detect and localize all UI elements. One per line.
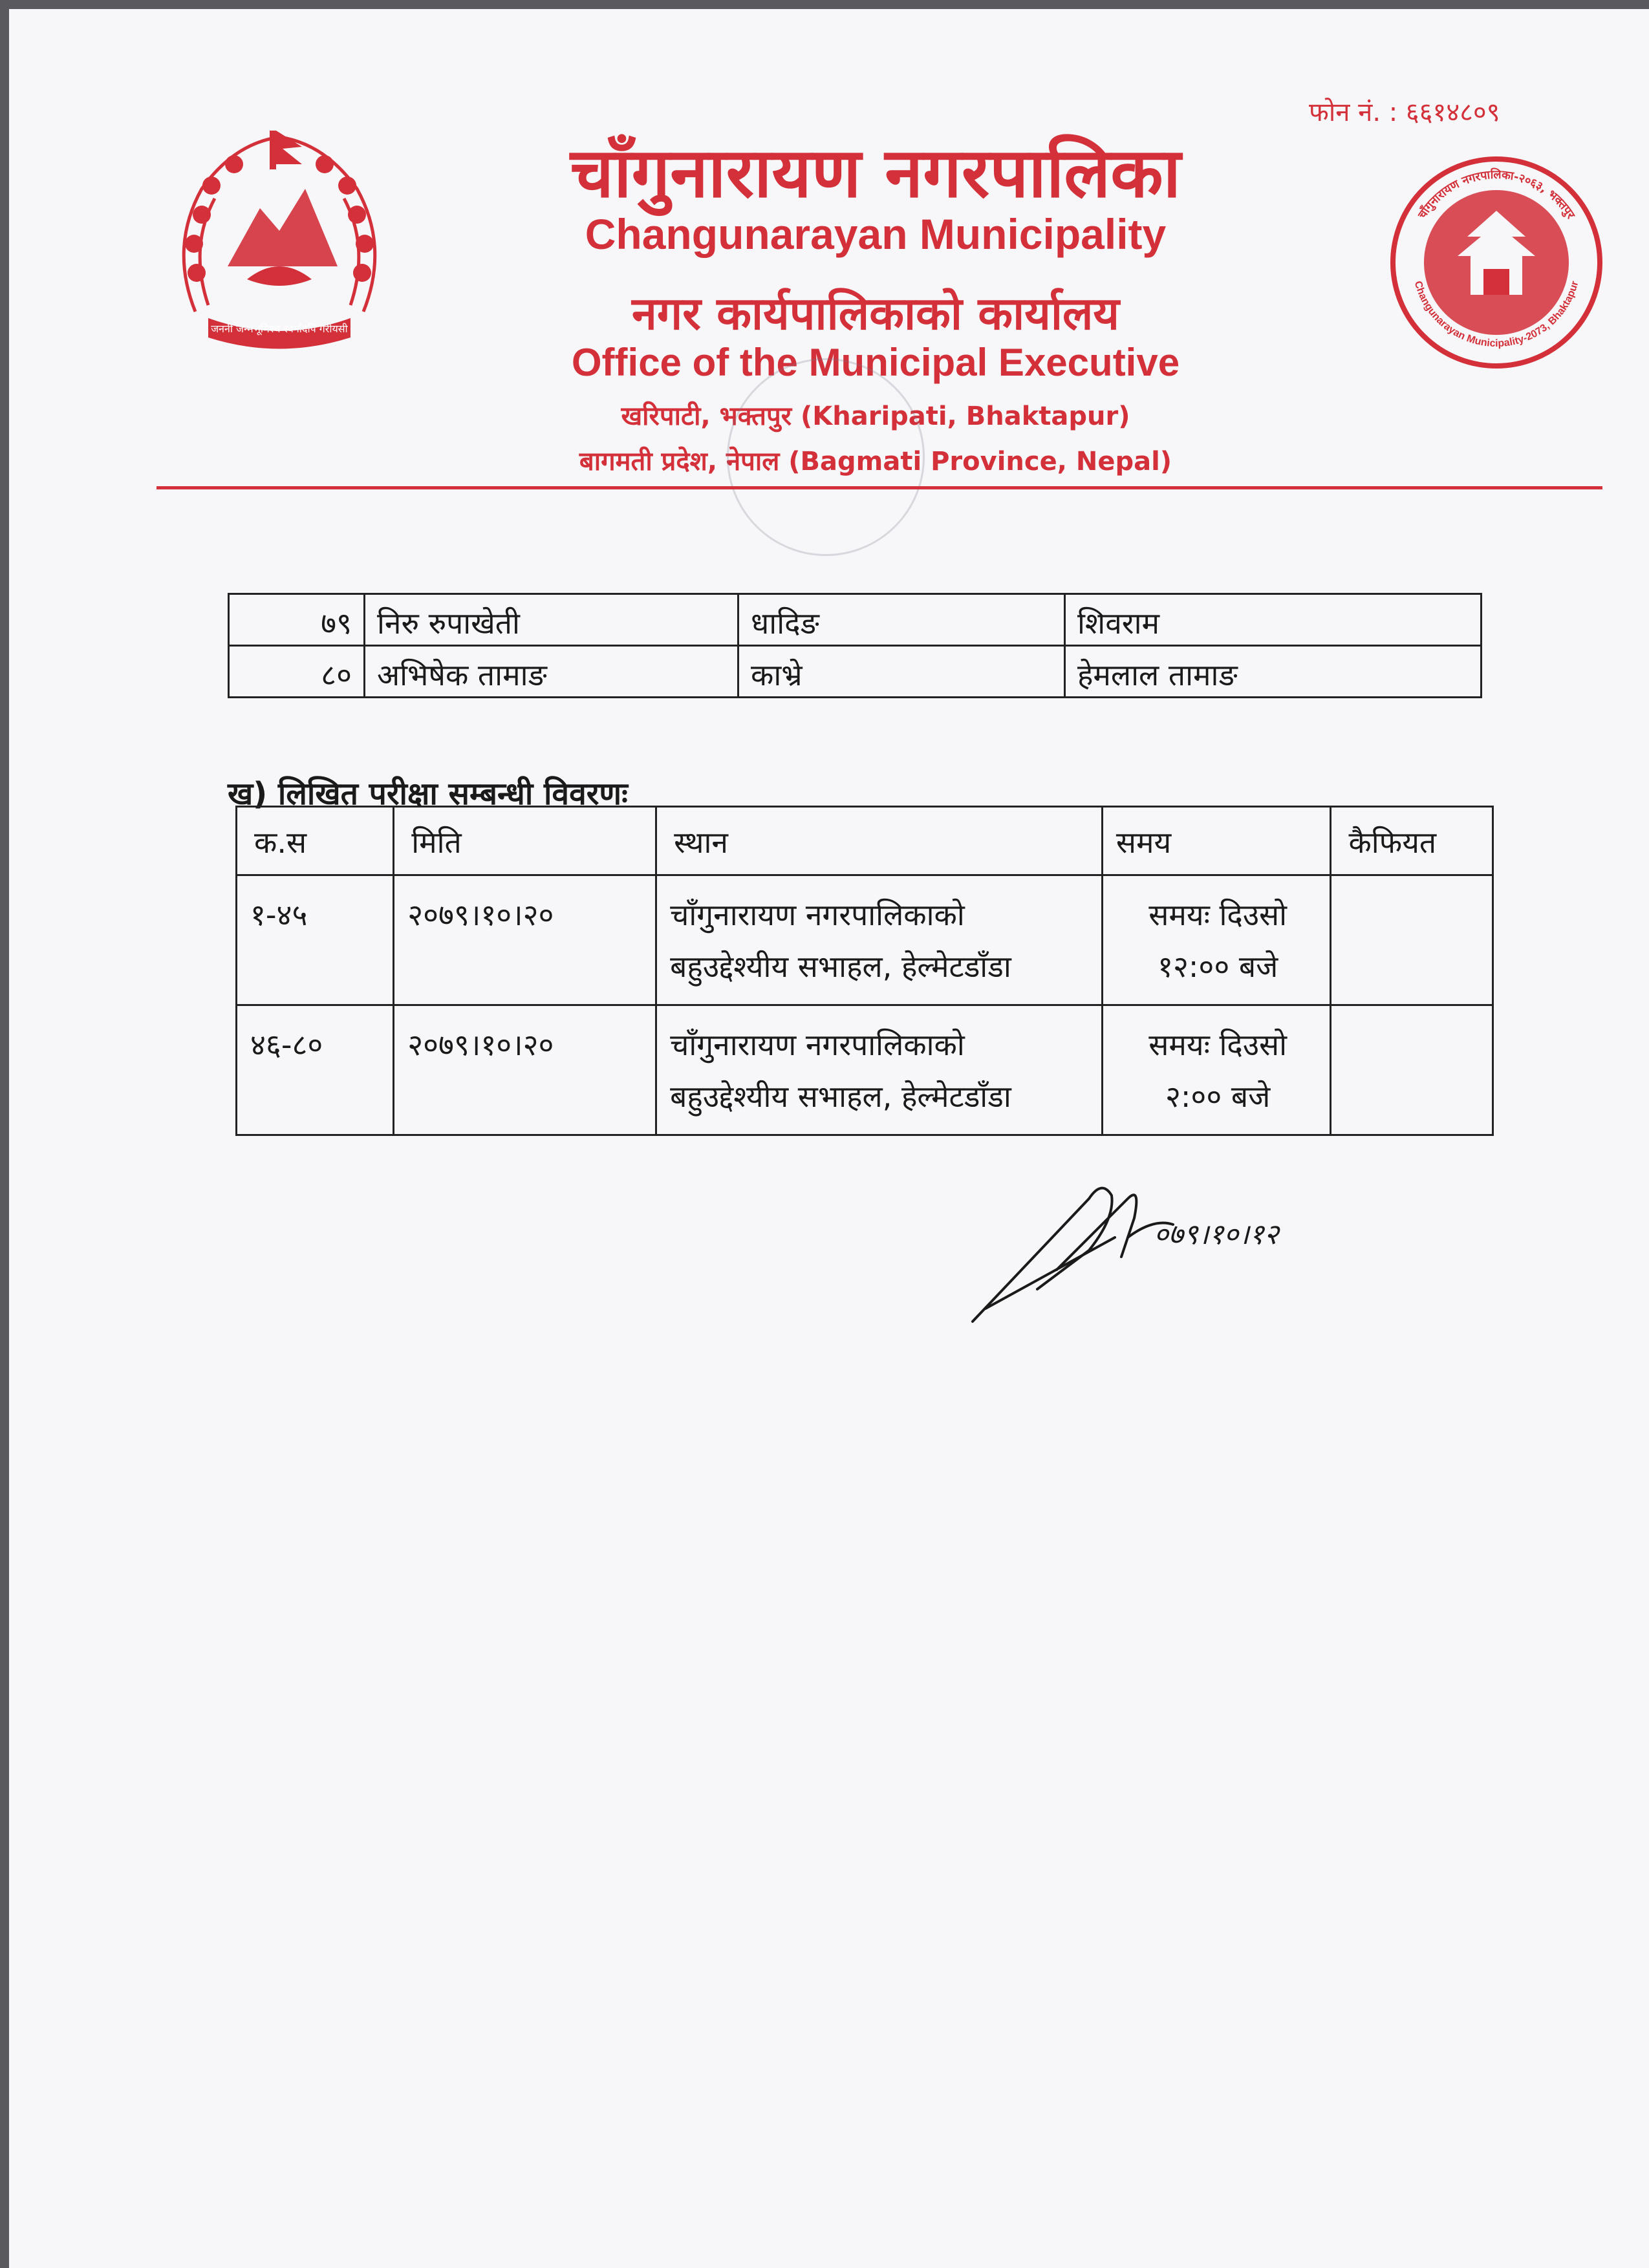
serial-range: ४६-८० — [237, 1005, 394, 1135]
exam-table — [235, 806, 1494, 1136]
header-time: समय — [1102, 807, 1331, 875]
candidate-name: निरु रुपाखेती — [365, 594, 738, 646]
address-line-1: खरिपाटी, भक्तपुर (Kharipati, Bhaktapur) — [621, 401, 1130, 431]
signature-date: ०७९।१०।१२ — [1154, 1218, 1279, 1251]
municipality-seal-icon — [1386, 153, 1606, 372]
venue-line-1: चाँगुनारायण नगरपालिकाको — [670, 1027, 965, 1062]
phone-number: फोन नं. : ६६१४८०९ — [1309, 98, 1500, 127]
exam-section-title: ख) लिखित परीक्षा सम्बन्धी विवरणः — [228, 776, 628, 812]
exam-remarks — [1331, 1005, 1493, 1135]
exam-venue — [656, 1005, 1103, 1135]
faint-stamp — [727, 358, 925, 556]
municipality-title-np: चाँगुनारायण नगरपालिका — [570, 133, 1181, 213]
time-line-2: २:०० बजे — [1165, 1079, 1271, 1114]
candidate-guardian: हेमलाल तामाङ — [1065, 646, 1482, 698]
municipality-title-en: Changunarayan Municipality — [585, 210, 1167, 258]
header-date: मिति — [394, 807, 656, 875]
header-serial: क.स — [237, 807, 394, 875]
address-line-2: बागमती प्रदेश, नेपाल (Bagmati Province, Nepal) — [579, 447, 1172, 476]
candidate-district: धादिङ — [738, 594, 1065, 646]
table-header-row — [237, 807, 1493, 875]
office-title-en: Office of the Municipal Executive — [571, 341, 1180, 384]
table-row — [237, 1005, 1493, 1135]
exam-venue — [656, 875, 1103, 1005]
seal-caption-en: Changunarayan Municipality-2073, Bhaktapur — [1412, 279, 1581, 350]
header-remarks: कैफियत — [1331, 807, 1493, 875]
candidate-name: अभिषेक तामाङ — [365, 646, 738, 698]
header-venue: स्थान — [656, 807, 1103, 875]
exam-date: २०७९।१०।२० — [394, 1005, 656, 1135]
venue-line-1: चाँगुनारायण नगरपालिकाको — [670, 897, 965, 932]
time-line-1: समयः दिउसो — [1148, 897, 1288, 932]
candidate-district: काभ्रे — [738, 646, 1065, 698]
candidate-number: ७९ — [229, 594, 365, 646]
exam-time — [1102, 875, 1331, 1005]
emblem-caption: जननी जन्मभूमिश्च स्वर्गादपि गरीयसी — [211, 323, 348, 335]
venue-line-2: बहुउद्देश्यीय सभाहल, हेल्मेटडाँडा — [670, 949, 1011, 984]
exam-date: २०७९।१०।२० — [394, 875, 656, 1005]
table-row — [237, 875, 1493, 1005]
serial-range: १-४५ — [237, 875, 394, 1005]
header-divider — [156, 486, 1602, 489]
nepal-emblem-icon — [156, 118, 402, 363]
seal-caption: चाँगुनारायण नगरपालिका-२०६३, भक्तपुर — [1415, 167, 1578, 222]
candidate-guardian: शिवराम — [1065, 594, 1482, 646]
table-row — [229, 594, 1482, 646]
candidate-table — [228, 593, 1482, 698]
table-row — [229, 646, 1482, 698]
venue-line-2: बहुउद्देश्यीय सभाहल, हेल्मेटडाँडा — [670, 1079, 1011, 1114]
candidate-number: ८० — [229, 646, 365, 698]
office-title-np: नगर कार्यपालिकाको कार्यालय — [631, 287, 1120, 340]
exam-time — [1102, 1005, 1331, 1135]
signature — [960, 1160, 1335, 1354]
time-line-1: समयः दिउसो — [1148, 1027, 1288, 1062]
exam-remarks — [1331, 875, 1493, 1005]
time-line-2: १२:०० बजे — [1158, 949, 1278, 984]
